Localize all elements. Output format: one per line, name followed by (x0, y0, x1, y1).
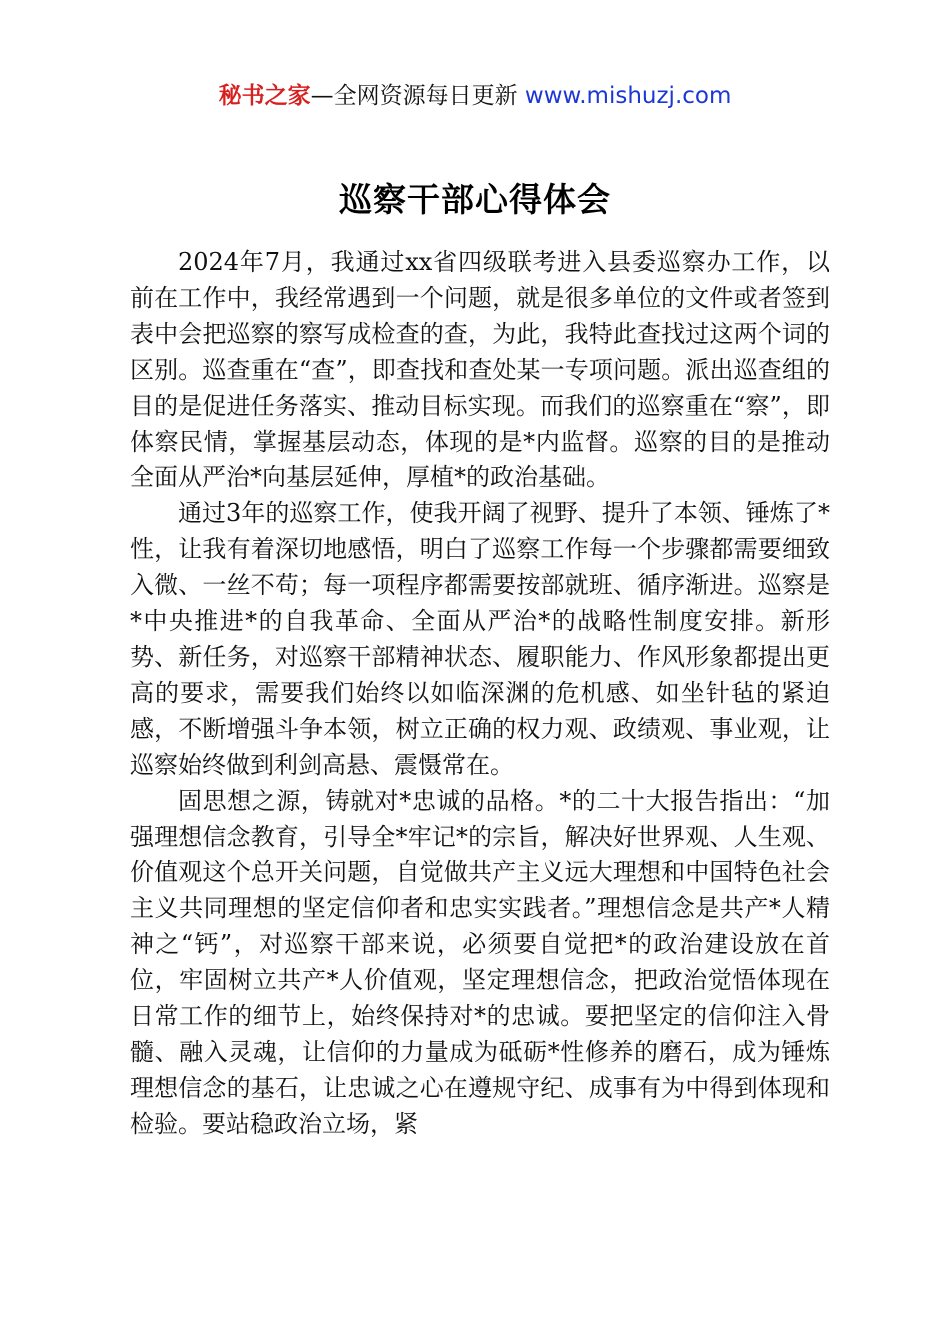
site-url-link[interactable]: www.mishuzj.com (524, 83, 732, 109)
site-tagline: —全网资源每日更新 (310, 83, 518, 109)
document-body (130, 245, 830, 1143)
paragraph: 2024年7月，我通过xx省四级联考进入县委巡察办工作，以前在工作中，我经常遇到一个问题，就是很多单位的文件或者签到表中会把巡察的察写成检查的查，为此，我特此查找过这两个词的区别。巡查重在“查”，即查找和查处某一专项问题。派出巡查组的目的是促进任务落实、推动目标实现。而我们的巡察重在“察”，即体察民情，掌握基层动态，体现的是*内监督。巡察的目的是推动全面从严治*向基层延伸，厚植*的政治基础。 (130, 248, 830, 492)
site-brand: 秘书之家 (218, 83, 311, 109)
paragraph: 固思想之源，铸就对*忠诚的品格。*的二十大报告指出：“加强理想信念教育，引导全*牢记*的宗旨，解决好世界观、人生观、价值观这个总开关问题，自觉做共产主义远大理想和中国特色社会主义共同理想的坚定信仰者和忠实实践者。”理想信念是共产*人精神之“钙”，对巡察干部来说，必须要自觉把*的政治建设放在首位，牢固树立共产*人价值观，坚定理想信念，把政治觉悟体现在日常工作的细节上，始终保持对*的忠诚。要把坚定的信仰注入骨髓、融入灵魂，让信仰的力量成为砥砺*性修养的磨石，成为锤炼理想信念的基石，让忠诚之心在遵规守纪、成事有为中得到体现和检验。要站稳政治立场，紧 (130, 786, 830, 1138)
paragraph: 通过3年的巡察工作，使我开阔了视野、提升了本领、锤炼了*性，让我有着深切地感悟，明白了巡察工作每一个步骤都需要细致入微、一丝不苟；每一项程序都需要按部就班、循序渐进。巡察是*中央推进*的自我革命、全面从严治*的战略性制度安排。新形势、新任务，对巡察干部精神状态、履职能力、作风形象都提出更高的要求，需要我们始终以如临深渊的危机感、如坐针毡的紧迫感，不断增强斗争本领，树立正确的权力观、政绩观、事业观，让巡察始终做到利剑高悬、震慑常在。 (130, 499, 830, 779)
document-title: 巡察干部心得体会 (339, 180, 611, 219)
site-header (0, 80, 950, 112)
